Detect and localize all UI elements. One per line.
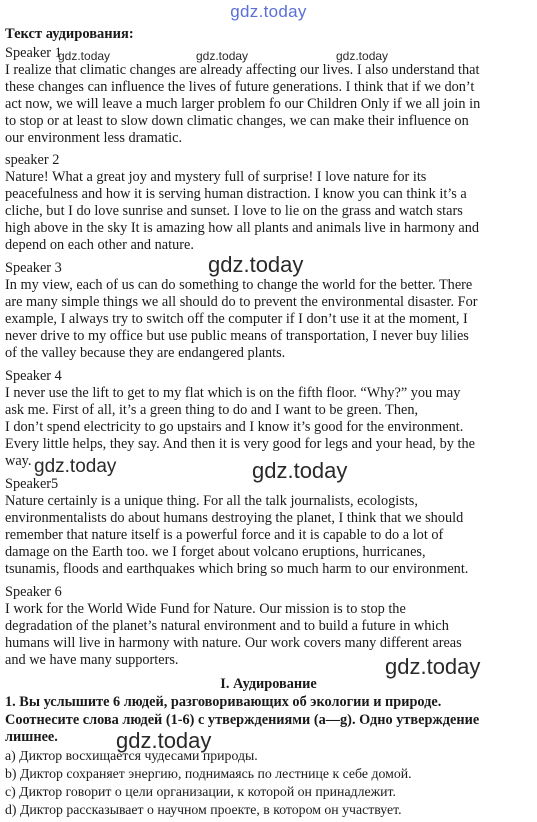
option-d: d) Диктор рассказывает о научном проекте, в котором он участвует.	[5, 802, 402, 817]
speaker-1-text	[5, 62, 532, 147]
text-line: these changes can influence the lives of future generations. I think that if we don’t	[5, 79, 475, 96]
task-line: лишнее.	[5, 729, 58, 745]
text-line: and we have many supporters.	[5, 652, 179, 669]
task-instructions	[5, 694, 532, 747]
text-line: cliche, but I do love sunrise and sunset. I love to lie on the grass and watch stars	[5, 203, 463, 220]
text-line: humans will live in harmony with nature. Our work covers many different areas	[5, 635, 462, 652]
text-line: depend on each other and nature.	[5, 237, 194, 254]
text-line: remember that nature itself is a powerful force and it is capable to do a lot of	[5, 527, 444, 544]
option-b: b) Диктор сохраняет энергию, поднимаясь по лестнице к себе домой.	[5, 766, 412, 781]
speaker-2-section	[5, 152, 532, 255]
text-line: are many simple things we all should do to prevent the environmental disaster. For	[5, 294, 478, 311]
text-line: of the valley because they are endangered plants.	[5, 345, 286, 362]
text-line: damage on the Earth too. we I forget about volcano eruptions, hurricanes,	[5, 544, 426, 561]
text-line: In my view, each of us can do something to change the world for the better. There	[5, 277, 473, 294]
speaker-1-label: Speaker 1	[5, 45, 62, 61]
watermark-large: gdz.today	[208, 252, 304, 277]
watermark-small: gdz.today	[196, 49, 249, 63]
option-c: c) Диктор говорит о цели организации, к которой он принадлежит.	[5, 784, 396, 799]
text-line: tsunamis, floods and earthquakes which bring so much harm to our environment.	[5, 561, 469, 578]
document-title: Текст аудирования:	[5, 26, 134, 42]
task-line: 1. Вы услышите 6 людей, разговоривающих об экологии и природе.	[5, 694, 442, 710]
speaker-5-label: Speaker5	[5, 476, 59, 492]
text-line: degradation of the planet’s natural environment and to build a future in which	[5, 618, 449, 635]
text-line: to stop or at least to slow down climatic changes, we can make their influence on	[5, 113, 469, 130]
text-line: I work for the World Wide Fund for Nature. Our mission is to stop the	[5, 601, 406, 618]
header-watermark: gdz.today	[230, 2, 307, 21]
speaker-6-label: Speaker 6	[5, 584, 62, 600]
text-line: environmentalists do about humans destroying the planet, I think that we should	[5, 510, 464, 527]
text-line: way.	[5, 453, 32, 470]
speaker-5-text	[5, 493, 532, 578]
watermark-large: gdz.today	[116, 728, 212, 753]
watermark-large: gdz.today	[252, 458, 348, 483]
watermark-large: gdz.today	[34, 456, 117, 477]
speaker-3-text	[5, 277, 532, 362]
option-a: a) Диктор восхищается чудесами природы.	[5, 748, 258, 763]
text-line: our environment less dramatic.	[5, 130, 183, 147]
speaker-2-label: speaker 2	[5, 152, 60, 168]
text-line: I don’t spend electricity to go upstairs and I know it’s good for the environment.	[5, 419, 464, 436]
speaker-2-text	[5, 169, 532, 254]
text-line: high above in the sky It is amazing how all plants and animals live in harmony and	[5, 220, 480, 237]
text-line: example, I always try to switch off the computer if I don’t use it at the moment, I	[5, 311, 468, 328]
text-line: peacefulness and how it is serving human distraction. I know you can think it’s a	[5, 186, 467, 203]
text-line: Nature certainly is a unique thing. For all the talk journalists, ecologists,	[5, 493, 418, 510]
text-line: Every little helps, they say. And then it is very good for legs and your head, by the	[5, 436, 475, 453]
watermark-large: gdz.today	[385, 654, 481, 679]
speaker-3-label: Speaker 3	[5, 260, 62, 276]
text-line: I never use the lift to get to my flat which is on the fifth floor. “Why?” you may	[5, 385, 461, 402]
speaker-5-section	[5, 476, 532, 579]
watermark-small: gdz.today	[336, 49, 389, 63]
text-line: act now, we will leave a much larger problem fo our Children Only if we all join in	[5, 96, 481, 113]
watermark-small: gdz.today	[58, 49, 111, 63]
speaker-4-label: Speaker 4	[5, 368, 62, 384]
section-title: I. Аудирование	[220, 676, 317, 692]
text-line: I realize that climatic changes are already affecting our lives. I also understand that	[5, 62, 480, 79]
text-line: ask me. First of all, it’s a green thing to do and I want to be green. Then,	[5, 402, 419, 419]
text-line: never drive to my office but use public means of transportation, I never buy lilies	[5, 328, 469, 345]
task-line: Соотнесите слова людей (1-6) с утверждениями (a—g). Одно утверждение	[5, 711, 480, 728]
text-line: Nature! What a great joy and mystery full of surprise! I love nature for its	[5, 169, 427, 186]
